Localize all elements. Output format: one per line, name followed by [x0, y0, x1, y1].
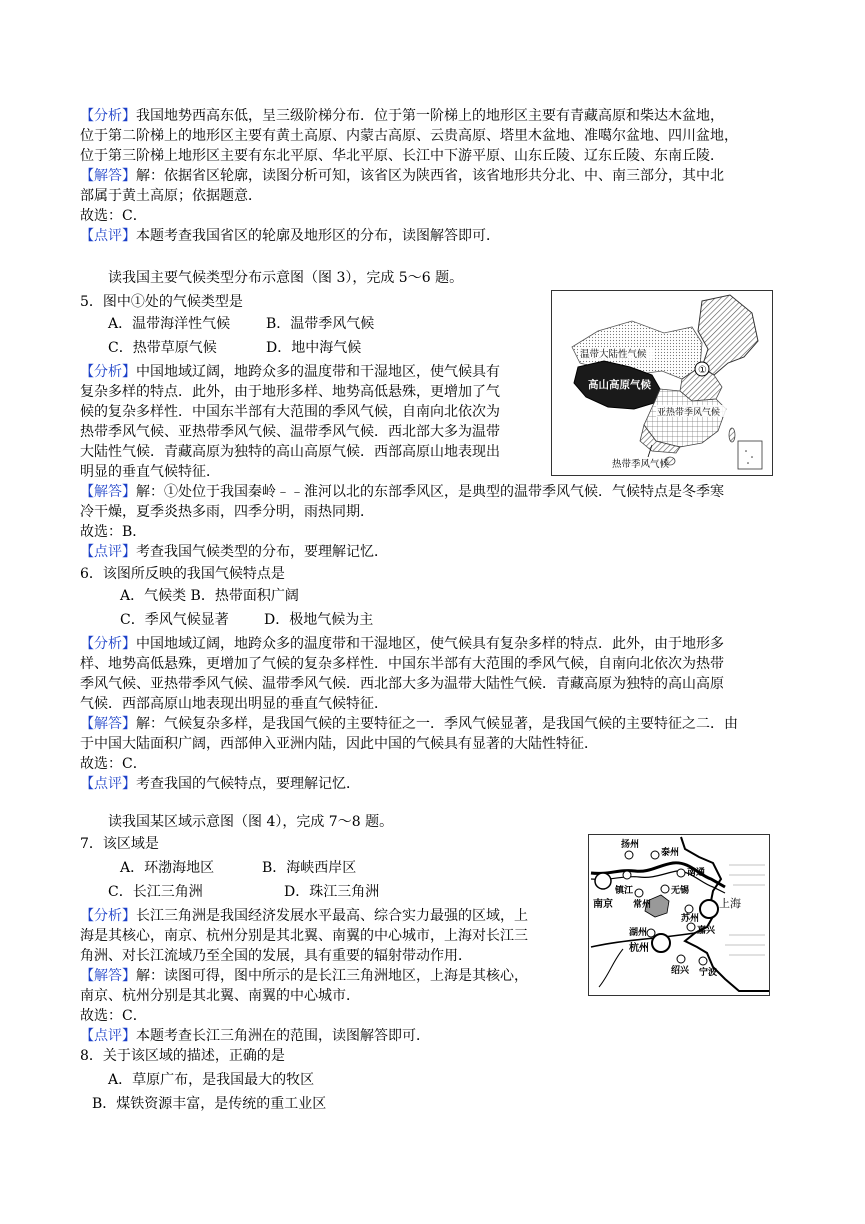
question-stem: 8．关于该区域的描述，正确的是 — [80, 1048, 285, 1064]
comment-line: 【点评】考查我国的气候特点，要理解记忆． — [80, 776, 360, 792]
analysis-line: 位于第二阶梯上的地形区主要有黄土高原、内蒙古高原、云贵高原、塔里木盆地、准噶尔盆地、四川盆地， — [80, 128, 738, 144]
delta-map-svg — [589, 835, 769, 995]
marker-1-label: ① — [698, 365, 707, 376]
city-shaoxing — [677, 955, 685, 963]
city-nanjing — [595, 873, 611, 889]
city-taizhou — [651, 851, 659, 859]
label-ningbo: 宁波 — [699, 968, 718, 978]
question-stem: 5．图中①处的气候类型是 — [80, 294, 243, 310]
answer-line: 【解答】解：①处位于我国秦岭﹣﹣淮河以北的东部季风区，是典型的温带季风气候．气候特点是冬季寒 — [80, 484, 724, 500]
label-tropical: 热带季风气候 — [612, 459, 670, 470]
label-nantong: 南通 — [687, 868, 706, 878]
option-b: B．温带季风气候 — [266, 316, 375, 332]
south-sea-inset — [738, 441, 762, 469]
answer-tag: 【解答】 — [80, 484, 136, 500]
answer-line: 冷干燥，夏季炎热多雨，四季分明，雨热同期． — [80, 504, 374, 520]
analysis-line: 气候．西部高原山地表现出明显的垂直气候特征． — [80, 696, 388, 712]
label-huzhou: 湖州 — [629, 928, 648, 938]
answer-line: 于中国大陆面积广阔，西部伸入亚洲内陆，因此中国的气候具有显著的大陆性特征． — [80, 736, 598, 752]
answer-line: 【解答】解：气候复杂多样，是我国气候的主要特征之一．季风气候显著，是我国气候的主要特征之二．由 — [80, 716, 738, 732]
label-nanjing: 南京 — [593, 899, 613, 910]
city-yangzhou — [625, 851, 633, 859]
option-c: C．季风气候显著 — [120, 612, 229, 628]
label-hangzhou: 杭州 — [629, 943, 649, 954]
comment-tag: 【点评】 — [80, 776, 136, 792]
answer-tag: 【解答】 — [80, 716, 136, 732]
city-shanghai — [700, 900, 718, 918]
analysis-tag: 【分析】 — [80, 636, 136, 652]
option-b: B．煤铁资源丰富，是传统的重工业区 — [92, 1096, 327, 1112]
comment-line: 【点评】本题考查长江三角洲在的范围，读图解答即可． — [80, 1028, 430, 1044]
label-wuxi: 无锡 — [671, 886, 690, 896]
group-intro: 读我国某区域示意图（图 4），完成 7～8 题。 — [108, 814, 394, 830]
option-d: D．极地气候为主 — [264, 612, 374, 628]
city-suzhou — [685, 905, 693, 913]
taiwan-island — [729, 428, 735, 442]
analysis-tag: 【分析】 — [80, 908, 136, 924]
delta-map-figure — [588, 834, 770, 996]
label-changzhou: 常州 — [633, 900, 652, 910]
comment-line: 【点评】考查我国气候类型的分布，要理解记忆． — [80, 544, 388, 560]
question-stem: 6．该图所反映的我国气候特点是 — [80, 566, 285, 582]
city-huzhou — [647, 929, 655, 937]
city-hangzhou — [652, 934, 670, 952]
choice-line: 故选：C． — [80, 1008, 147, 1024]
answer-line: 【解答】解：读图可得，图中所示的是长江三角洲地区，上海是其核心， — [80, 968, 528, 984]
analysis-tag: 【分析】 — [80, 364, 136, 380]
comment-tag: 【点评】 — [80, 228, 136, 244]
comment-tag: 【点评】 — [80, 1028, 136, 1044]
label-temperate-continental: 温带大陆性气候 — [580, 349, 647, 360]
analysis-line: 季风气候、亚热带季风气候、温带季风气候．西北部大多为温带大陆性气候．青藏高原为独特的高山高原 — [80, 676, 724, 692]
choice-line: 故选：C． — [80, 208, 147, 224]
comment-line: 【点评】本题考查我国省区的轮廓及地形区的分布，读图解答即可． — [80, 228, 500, 244]
option-d: D．地中海气候 — [266, 340, 362, 356]
option-d: D．珠江三角洲 — [284, 884, 380, 900]
answer-line: 部属于黄土高原；依据题意． — [80, 188, 262, 204]
city-zhenjiang — [623, 871, 631, 879]
northeast-temperate-monsoon-region — [698, 295, 758, 375]
climate-map-figure — [551, 290, 773, 476]
city-jiaxing — [687, 923, 695, 931]
city-ningbo — [699, 957, 707, 965]
analysis-line: 位于第三阶梯上地形区主要有东北平原、华北平原、长江中下游平原、山东丘陵、辽东丘陵、东南丘陵． — [80, 148, 724, 164]
option-a: A．草原广布，是我国最大的牧区 — [108, 1072, 315, 1088]
analysis-line: 热带季风气候、亚热带季风气候、温带季风气候．西北部大多为温带 — [80, 424, 500, 440]
choice-line: 故选：B． — [80, 524, 147, 540]
answer-line: 南京、杭州分别是其北翼、南翼的中心城市． — [80, 988, 360, 1004]
option-c: C．长江三角洲 — [108, 884, 203, 900]
analysis-line: 【分析】中国地域辽阔，地跨众多的温度带和干湿地区，使气候具有复杂多样的特点．此外，由于地形多 — [80, 636, 724, 652]
label-jiaxing: 嘉兴 — [697, 926, 716, 936]
option-c: C．热带草原气候 — [108, 340, 217, 356]
analysis-line: 候的复杂多样性．中国东半部有大范围的季风气候，自南向北依次为 — [80, 404, 500, 420]
answer-line: 【解答】解：依据省区轮廓，读图分析可知，该省区为陕西省，该省地形共分北、中、南三部分，其中北 — [80, 168, 724, 184]
label-subtropical: 亚热带季风气候 — [657, 408, 721, 418]
city-changzhou — [635, 889, 643, 897]
label-suzhou: 苏州 — [681, 914, 700, 924]
choice-line: 故选：C． — [80, 756, 147, 772]
option-a: A．环渤海地区 — [120, 860, 215, 876]
label-shanghai: 上海 — [719, 897, 741, 910]
analysis-line: 样、地势高低悬殊，更增加了气候的复杂多样性．中国东半部有大范围的季风气候，自南向北依次为热带 — [80, 656, 724, 672]
analysis-line: 角洲、对长江流域乃至全国的发展，具有重要的辐射带动作用． — [80, 948, 472, 964]
question-stem: 7．该区域是 — [80, 836, 159, 852]
group-intro: 读我国主要气候类型分布示意图（图 3），完成 5～6 题。 — [108, 270, 464, 286]
city-nantong — [677, 869, 685, 877]
analysis-line: 海是其核心，南京、杭州分别是其北翼、南翼的中心城市，上海对长江三 — [80, 928, 528, 944]
analysis-line: 复杂多样的特点．此外，由于地形多样、地势高低悬殊，更增加了气 — [80, 384, 500, 400]
analysis-tag: 【分析】 — [80, 108, 136, 124]
comment-tag: 【点评】 — [80, 544, 136, 560]
analysis-line: 【分析】我国地势西高东低，呈三级阶梯分布．位于第一阶梯上的地形区主要有青藏高原和柴达木盆地， — [80, 108, 724, 124]
analysis-line: 【分析】中国地域辽阔，地跨众多的温度带和干湿地区，使气候具有 — [80, 364, 500, 380]
climate-map-svg — [552, 291, 772, 475]
label-shaoxing: 绍兴 — [671, 966, 690, 976]
option-b: B．海峡西岸区 — [262, 860, 357, 876]
option-ab: A．气候类 B．热带面积广阔 — [120, 588, 299, 604]
analysis-line: 大陆性气候．青藏高原为独特的高山高原气候．西部高原山地表现出 — [80, 444, 500, 460]
label-highland: 高山高原气候 — [588, 379, 651, 391]
label-yangzhou: 扬州 — [621, 840, 640, 850]
label-zhenjiang: 镇江 — [615, 886, 634, 896]
city-wuxi — [661, 885, 669, 893]
option-a: A．温带海洋性气候 — [108, 316, 231, 332]
analysis-line: 【分析】长江三角洲是我国经济发展水平最高、综合实力最强的区域，上 — [80, 908, 528, 924]
label-taizhou: 泰州 — [661, 848, 680, 858]
analysis-line: 明显的垂直气候特征． — [80, 464, 220, 480]
answer-tag: 【解答】 — [80, 968, 136, 984]
answer-tag: 【解答】 — [80, 168, 136, 184]
